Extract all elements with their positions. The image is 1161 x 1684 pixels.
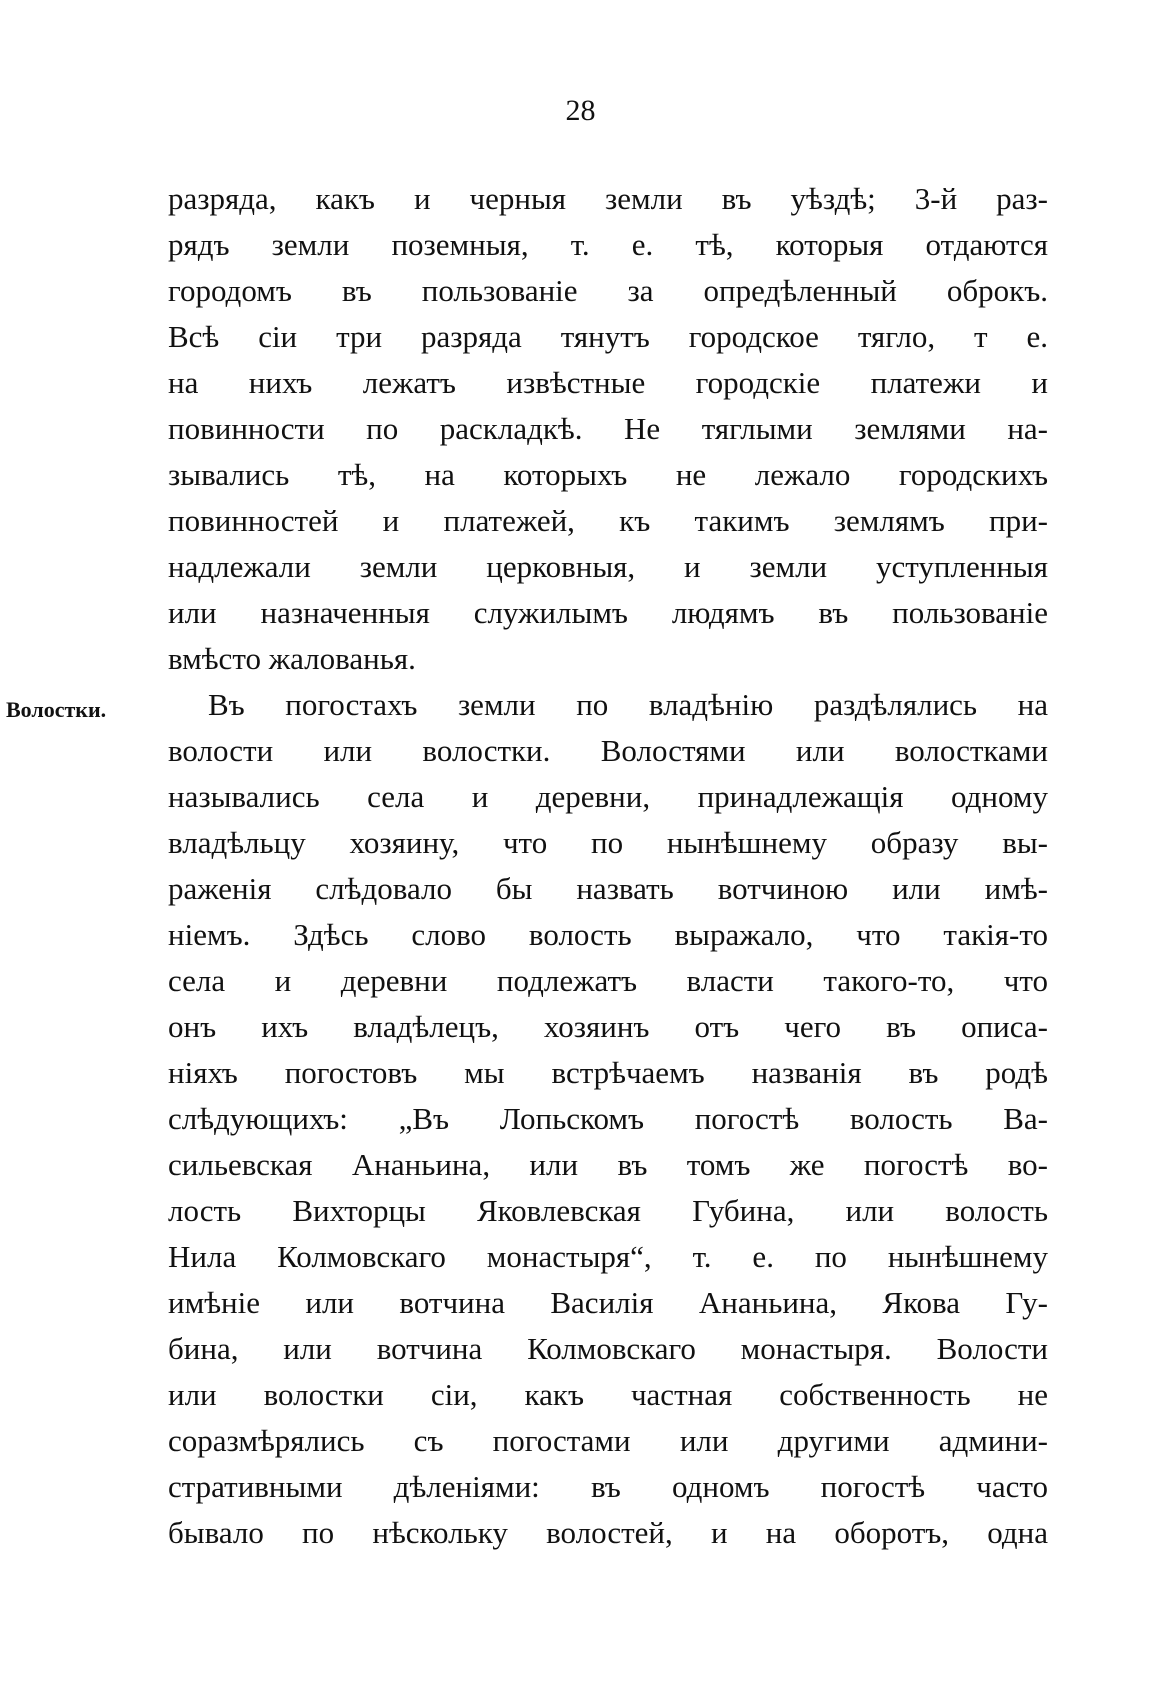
body-text — [168, 176, 1048, 1556]
text-line: Въ погостахъ земли по владѣнію раздѣлялись на — [208, 687, 1048, 722]
text-line: Нила Колмовскаго монастыря“, т. е. по нынѣшнему — [168, 1239, 1048, 1274]
text-line: ніемъ. Здѣсь слово волость выражало, что такія-то — [168, 917, 1048, 952]
text-line: лость Вихторцы Яковлевская Губина, или волость — [168, 1193, 1048, 1228]
text-line: бывало по нѣскольку волостей, и на оборотъ, одна — [168, 1515, 1048, 1550]
text-line: онъ ихъ владѣлецъ, хозяинъ отъ чего въ описа- — [168, 1009, 1048, 1044]
text-line: или волостки сіи, какъ частная собственность не — [168, 1377, 1048, 1412]
text-line: городомъ въ пользованіе за опредѣленный оброкъ. — [168, 273, 1048, 308]
text-line: стративными дѣленіями: въ одномъ погостѣ часто — [168, 1469, 1048, 1504]
text-line: села и деревни подлежатъ власти такого-то, что — [168, 963, 1048, 998]
text-line: владѣльцу хозяину, что по нынѣшнему образу вы- — [168, 825, 1048, 860]
text-line: ніяхъ погостовъ мы встрѣчаемъ названія въ родѣ — [168, 1055, 1048, 1090]
text-line: раженія слѣдовало бы назвать вотчиною или имѣ- — [168, 871, 1048, 906]
margin-note: Волостки. — [6, 697, 107, 722]
text-line: волости или волостки. Волостями или волостками — [168, 733, 1048, 768]
text-line: вмѣсто жалованья. — [168, 641, 416, 676]
text-line: на нихъ лежатъ извѣстные городскіе платежи и — [168, 365, 1048, 400]
text-line: бина, или вотчина Колмовскаго монастыря. Волости — [168, 1331, 1048, 1366]
text-line: сильевская Ананьина, или въ томъ же погостѣ во- — [168, 1147, 1048, 1182]
text-line: Всѣ сіи три разряда тянутъ городское тягло, т е. — [168, 319, 1048, 354]
page-number: 28 — [565, 94, 596, 127]
paragraph-2 — [168, 682, 1048, 1556]
text-line: рядъ земли поземныя, т. е. тѣ, которыя отдаются — [168, 227, 1048, 262]
text-line: разряда, какъ и черныя земли въ уѣздѣ; 3-й раз- — [168, 181, 1048, 216]
text-line: зывались тѣ, на которыхъ не лежало городскихъ — [168, 457, 1048, 492]
paragraph-1 — [168, 176, 1048, 682]
text-line: или назначенныя служилымъ людямъ въ пользованіе — [168, 595, 1048, 630]
text-line: назывались села и деревни, принадлежащія одному — [168, 779, 1048, 814]
text-line: слѣдующихъ: „Въ Лопьскомъ погостѣ волость Ва- — [168, 1101, 1048, 1136]
text-line: повинности по раскладкѣ. Не тяглыми землями на- — [168, 411, 1048, 446]
text-line: надлежали земли церковныя, и земли уступленныя — [168, 549, 1048, 584]
text-line: соразмѣрялись съ погостами или другими админи- — [168, 1423, 1048, 1458]
text-line: повинностей и платежей, къ такимъ землямъ при- — [168, 503, 1048, 538]
text-line: имѣніе или вотчина Василія Ананьина, Якова Гу- — [168, 1285, 1048, 1320]
